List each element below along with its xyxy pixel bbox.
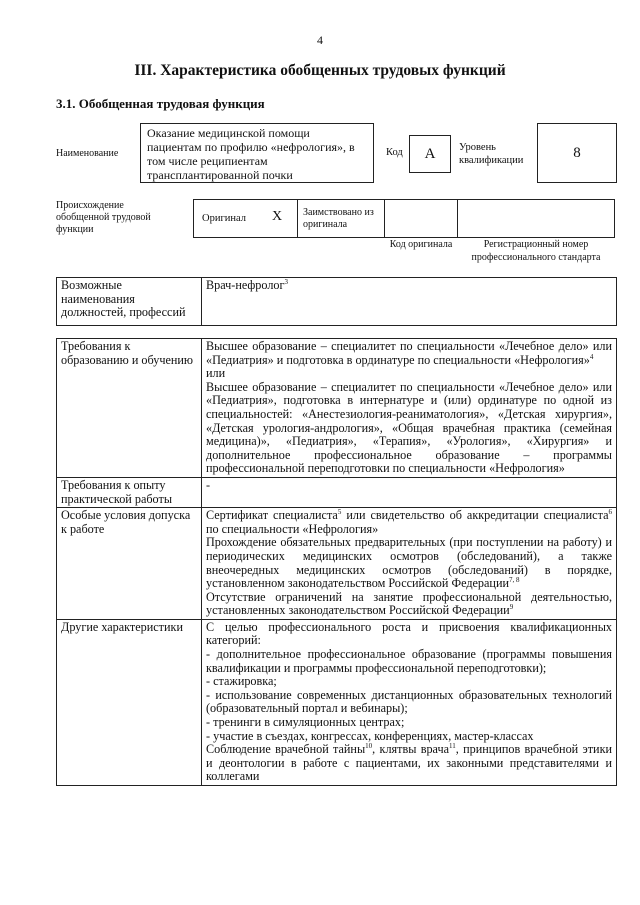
experience-value: - — [202, 477, 617, 507]
positions-value-cell — [202, 278, 617, 326]
positions-table — [56, 277, 617, 326]
section-title: III. Характеристика обобщенных трудовых функций — [134, 62, 506, 79]
other-line-1: С целью профессионального роста и присвоения квалификационных категорий: — [206, 619, 612, 648]
code-original-label: Код оригинала — [389, 239, 453, 250]
other-line-4: - использование современных дистанционных образовательных технологий (образовательный портал и вебинары); — [206, 687, 612, 716]
origin-table — [193, 199, 615, 238]
admission-label: Особые условия допуска к работе — [57, 508, 202, 620]
admission-line-1: Сертификат специалиста$^5$ или свидетельство об аккредитации специалиста$^6$ по специальности «Нефрология» — [206, 508, 612, 536]
admission-value — [202, 508, 617, 620]
education-line-2: или — [206, 366, 226, 381]
other-line-3: - стажировка; — [206, 674, 277, 689]
level-label: Уровень квалификации — [459, 142, 524, 167]
positions-value: Врач-нефролог — [206, 278, 285, 292]
other-label: Другие характеристики — [57, 619, 202, 785]
code-box: А — [409, 135, 451, 173]
other-value — [202, 619, 617, 785]
function-name-box: Оказание медицинской помощи пациентам по профилю «нефрология», в том числе реципиентам трансплантированной почки — [140, 123, 374, 183]
borrowed-label: Заимствовано из оригинала — [303, 207, 374, 230]
education-value — [202, 339, 617, 478]
original-mark: X — [272, 209, 283, 224]
other-line-7: Соблюдение врачебной тайны$^{10}$, клятвы врача$^{11}$, принципов врачебной этики и деонтологии в работе с пациентами, их законными представителями и коллегами — [206, 742, 613, 784]
name-label: Наименование — [56, 148, 119, 159]
other-line-6: - участие в съездах, конгрессах, конференциях, мастер-классах — [206, 728, 534, 743]
origin-code-cell — [385, 200, 458, 237]
other-line-2: - дополнительное профессиональное образование (программы повышения квалификации и программы профессиональной переподготовки); — [206, 647, 612, 675]
reg-number-label: Регистрационный номер профессионального стандарта — [471, 239, 601, 263]
positions-note: 3 — [284, 277, 289, 286]
origin-reg-cell — [458, 200, 614, 237]
education-line-3: Высшее образование – специалитет по специальности «Лечебное дело» или «Педиатрия», подготовка в интернатуре и (или) ординатуре по одной из специальностей: «Анестезиология-реаниматология», «Детская хирургия», «Детская урология-андрология», «Общая врачебная практика (семейная медицина)», «Педиатрия», «Терапия», «Урология», «Хирургия» и дополнительное профессиональное образование – программы профессиональной переподготовки по специальности «Нефрология» — [206, 379, 612, 476]
level-box: 8 — [537, 123, 617, 183]
admission-line-3: Отсутствие ограничений на занятие профессиональной деятельностью, установленных законодательством Российской Федерации$^9$ — [206, 589, 612, 618]
subsection-title: 3.1. Обобщенная трудовая функция — [56, 96, 265, 111]
education-label: Требования к образованию и обучению — [57, 339, 202, 478]
experience-label: Требования к опыту практической работы — [57, 477, 202, 507]
original-label: Оригинал — [202, 213, 246, 224]
requirements-table — [56, 338, 617, 786]
admission-line-2: Прохождение обязательных предварительных (при поступлении на работу) и периодических медицинских осмотров (обследований), а также внеочередных медицинских осмотров (обследований) в порядке, установленном законодательством Российской Федерации$^{7, 8}$ — [206, 535, 612, 591]
page-number: 4 — [317, 33, 323, 47]
origin-label: Происхождение обобщенной трудовой функции — [56, 200, 151, 235]
education-line-1: Высшее образование – специалитет по специальности «Лечебное дело» или «Педиатрия» и подготовка в ординатуре по специальности «Нефрология»$^4$ — [206, 339, 612, 367]
code-label: Код — [386, 147, 403, 158]
origin-original-cell — [194, 200, 298, 237]
other-line-5: - тренинги в симуляционных центрах; — [206, 715, 405, 730]
origin-borrowed-cell — [298, 200, 385, 237]
positions-label: Возможные наименования должностей, профессий — [57, 278, 202, 326]
